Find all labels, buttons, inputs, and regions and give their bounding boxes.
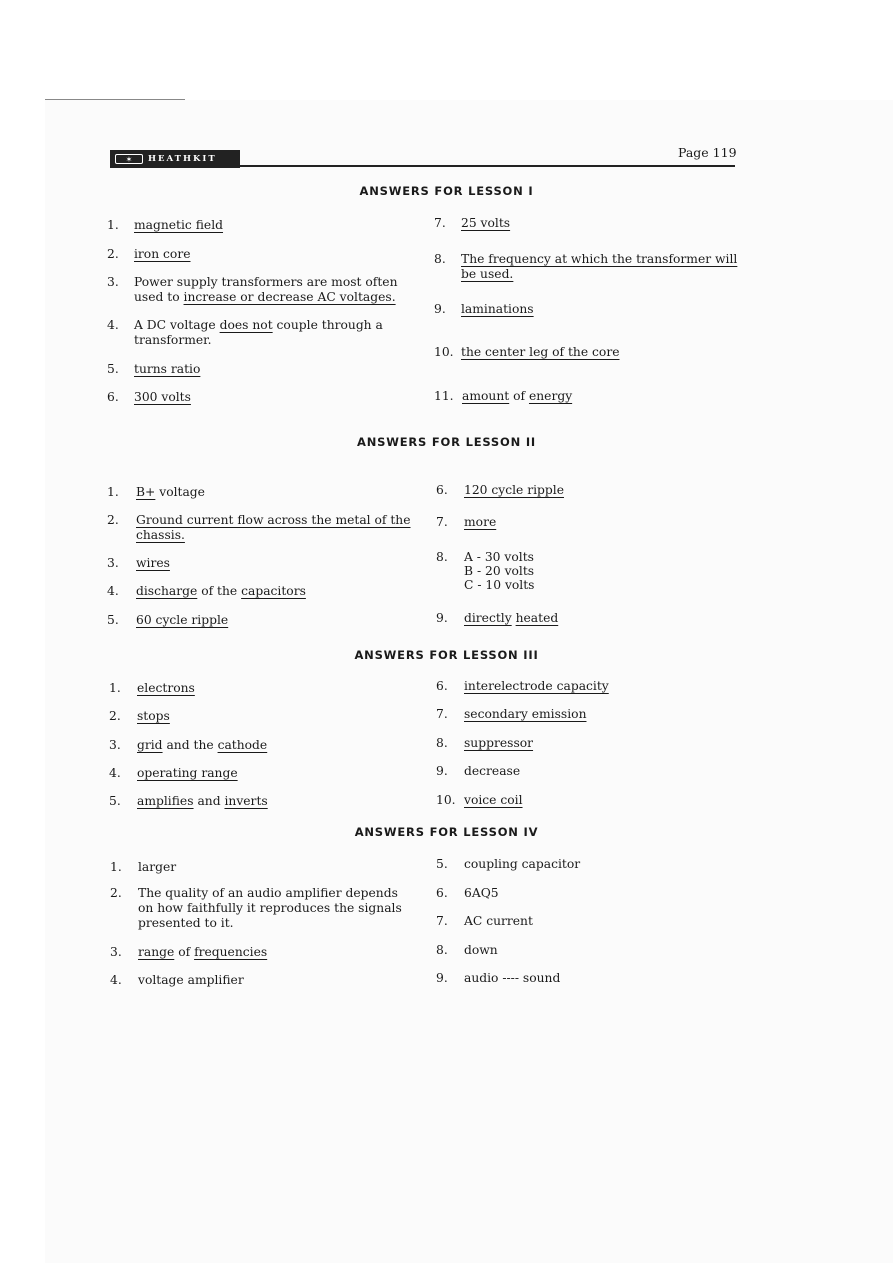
lesson-4-answer-2: 2. The quality of an audio amplifier depends on how faithfully it reproduces the signals presented to it. (110, 886, 402, 930)
page-number: Page 119 (678, 145, 737, 160)
top-rule (45, 99, 185, 100)
lesson-4-title: ANSWERS FOR LESSON IV (354, 825, 539, 839)
lesson-3-title: ANSWERS FOR LESSON III (354, 648, 539, 662)
lesson-2-title: ANSWERS FOR LESSON II (357, 435, 536, 449)
logo-text: HEATHKIT (148, 154, 217, 164)
lesson-1-answer-3: 3. Power supply transformers are most often used to increase or decrease AC voltages. (107, 275, 398, 304)
lesson-1-title: ANSWERS FOR LESSON I (359, 184, 534, 198)
logo-mark-icon: ✶ (115, 154, 143, 164)
lesson-2-answer-8: 8. A - 30 volts B - 20 volts C - 10 volts (436, 550, 535, 592)
heathkit-logo (110, 150, 240, 168)
lesson-1-answer-8: 8. The frequency at which the transformer will be used. (434, 252, 738, 281)
lesson-2-answer-2: 2. Ground current flow across the metal of the chassis. (107, 513, 411, 542)
header-rule (240, 165, 735, 167)
lesson-1-answer-4: 4. A DC voltage does not couple through a transformer. (107, 318, 383, 347)
